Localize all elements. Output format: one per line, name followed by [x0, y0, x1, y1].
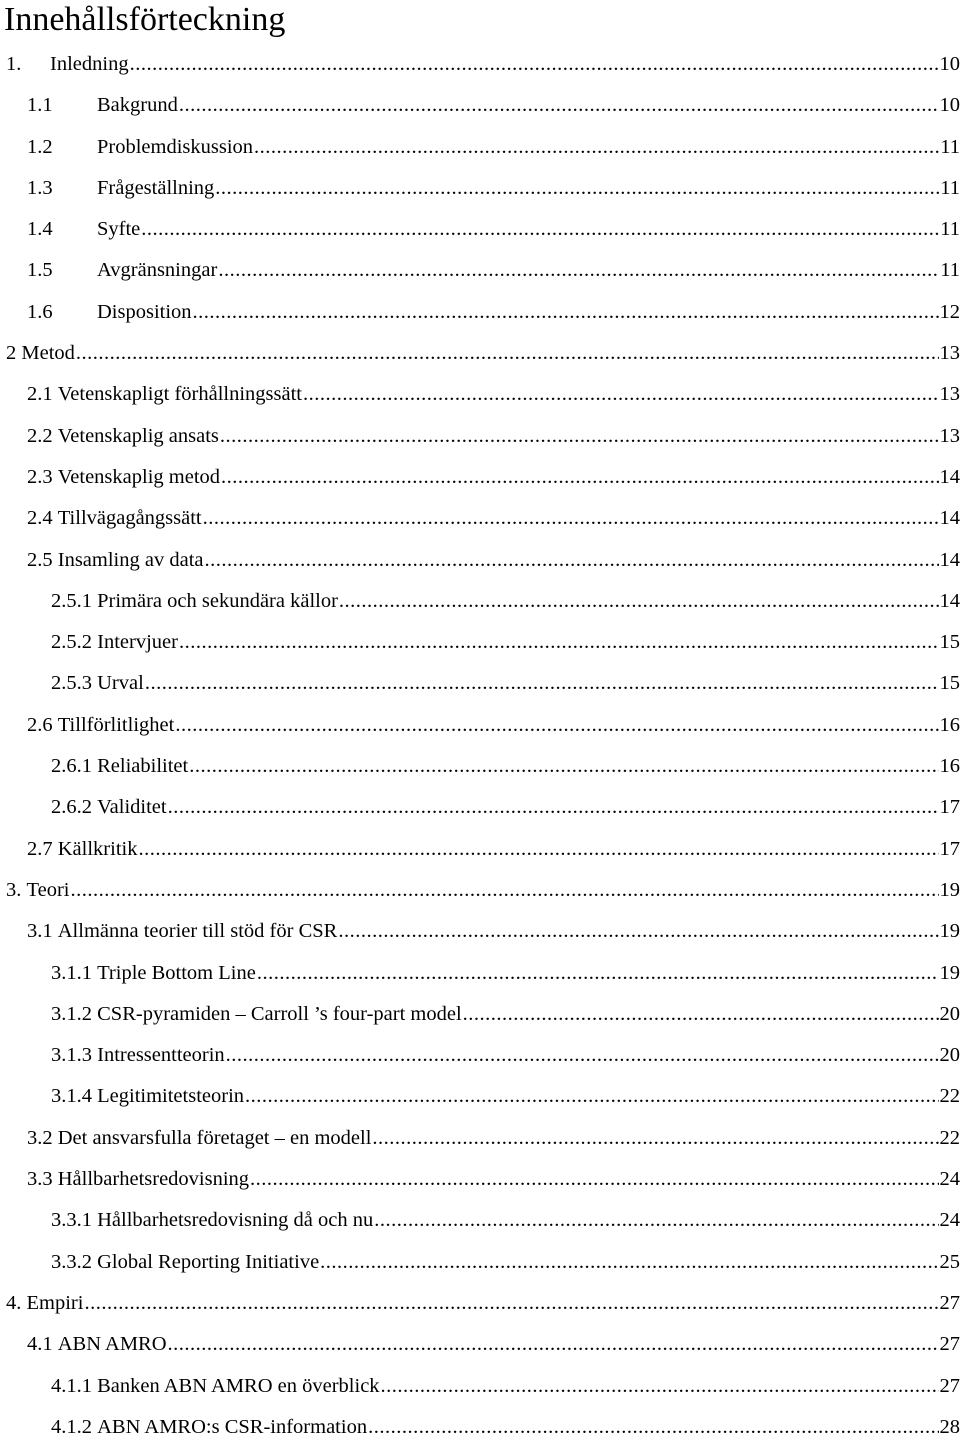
toc-entry[interactable]: [0, 1076, 960, 1117]
toc-entry[interactable]: [0, 1366, 960, 1407]
toc-entry-title: Validitet: [97, 787, 166, 828]
toc-entry-number: 1.: [6, 44, 50, 85]
toc-entry-page: 22: [939, 1118, 960, 1159]
toc-entry-title: Tillförlitlighet: [58, 705, 175, 746]
toc-entry-number: 2.6: [27, 705, 53, 746]
toc-dot-leader: [75, 333, 939, 374]
toc-dot-leader: [129, 44, 939, 85]
toc-entry-page: 14: [939, 457, 960, 498]
toc-entry-page: 10: [939, 85, 960, 126]
toc-dot-leader: [203, 540, 938, 581]
toc-entry-title: Inledning: [50, 44, 129, 85]
toc-entry-title: Insamling av data: [58, 540, 204, 581]
toc-dot-leader: [220, 457, 938, 498]
toc-entry-title: Bakgrund: [97, 85, 178, 126]
toc-entry[interactable]: [0, 498, 960, 539]
toc-entry-title: Intervjuer: [97, 622, 178, 663]
toc-dot-leader: [188, 746, 938, 787]
toc-dot-leader: [202, 498, 939, 539]
toc-entry-page: 15: [939, 663, 960, 704]
toc-entry[interactable]: [0, 168, 960, 209]
toc-entry-page: 13: [939, 374, 960, 415]
toc-entry-page: 14: [939, 581, 960, 622]
toc-entry[interactable]: [0, 1324, 960, 1365]
toc-entry[interactable]: [0, 44, 960, 85]
toc-entry-title: CSR-pyramiden – Carroll ’s four-part model: [97, 994, 462, 1035]
toc-entry-number: 2.5.2: [51, 622, 92, 663]
toc-entry-number: 1.5: [27, 250, 97, 291]
toc-entry[interactable]: [0, 746, 960, 787]
toc-list: [0, 44, 960, 1448]
toc-entry-number: 2.6.2: [51, 787, 92, 828]
toc-entry[interactable]: [0, 581, 960, 622]
toc-entry-page: 13: [939, 416, 960, 457]
toc-entry-title: Hållbarhetsredovisning: [58, 1159, 249, 1200]
toc-entry-page: 16: [939, 705, 960, 746]
toc-entry[interactable]: [0, 1242, 960, 1283]
toc-entry-title: Primära och sekundära källor: [97, 581, 338, 622]
toc-dot-leader: [256, 953, 939, 994]
toc-dot-leader: [338, 581, 939, 622]
toc-entry-number: 1.2: [27, 127, 97, 168]
toc-entry-number: 2.7: [27, 829, 53, 870]
toc-entry[interactable]: [0, 911, 960, 952]
toc-dot-leader: [69, 870, 938, 911]
toc-entry[interactable]: [0, 1283, 960, 1324]
toc-entry[interactable]: [0, 333, 960, 374]
toc-entry-number: 3.1.3: [51, 1035, 92, 1076]
toc-dot-leader: [174, 705, 938, 746]
toc-entry[interactable]: [0, 374, 960, 415]
toc-dot-leader: [83, 1283, 938, 1324]
toc-entry[interactable]: [0, 829, 960, 870]
toc-entry-page: 17: [939, 829, 960, 870]
toc-entry[interactable]: [0, 1407, 960, 1448]
toc-entry-title: Intressentteorin: [97, 1035, 225, 1076]
toc-entry-page: 19: [939, 911, 960, 952]
toc-entry-title: Empiri: [27, 1283, 84, 1324]
toc-entry-page: 19: [939, 870, 960, 911]
toc-entry-title: Källkritik: [58, 829, 138, 870]
toc-entry-title: Global Reporting Initiative: [97, 1242, 319, 1283]
toc-dot-leader: [192, 292, 939, 333]
toc-entry[interactable]: [0, 457, 960, 498]
toc-entry-number: 3.1.4: [51, 1076, 92, 1117]
toc-entry-page: 20: [939, 1035, 960, 1076]
toc-entry-page: 14: [939, 498, 960, 539]
toc-dot-leader: [462, 994, 939, 1035]
toc-entry-page: 19: [939, 953, 960, 994]
toc-entry[interactable]: [0, 416, 960, 457]
toc-dot-leader: [178, 85, 939, 126]
toc-entry[interactable]: [0, 622, 960, 663]
toc-entry-title: Det ansvarsfulla företaget – en modell: [58, 1118, 372, 1159]
toc-dot-leader: [144, 663, 939, 704]
toc-entry-title: Allmänna teorier till stöd för CSR: [58, 911, 338, 952]
toc-entry-page: 24: [939, 1200, 960, 1241]
toc-entry[interactable]: [0, 1159, 960, 1200]
toc-entry-title: Legitimitetsteorin: [97, 1076, 244, 1117]
toc-entry[interactable]: [0, 994, 960, 1035]
toc-entry-number: 2.3: [27, 457, 53, 498]
toc-entry-number: 4.1.2: [51, 1407, 92, 1448]
toc-entry-number: 3.1: [27, 911, 53, 952]
toc-entry[interactable]: [0, 663, 960, 704]
toc-entry-title: Tillvägagångssätt: [58, 498, 202, 539]
toc-entry-title: Hållbarhetsredovisning då och nu: [97, 1200, 373, 1241]
toc-dot-leader: [140, 209, 939, 250]
toc-entry-page: 20: [939, 994, 960, 1035]
toc-entry[interactable]: [0, 209, 960, 250]
toc-entry-number: 4.: [6, 1283, 21, 1324]
toc-entry-title: Vetenskapligt förhållningssätt: [58, 374, 302, 415]
toc-dot-leader: [225, 1035, 939, 1076]
toc-entry-number: 1.1: [27, 85, 97, 126]
toc-title: Innehållsförteckning: [4, 0, 285, 40]
toc-entry-title: ABN AMRO:s CSR-information: [97, 1407, 367, 1448]
toc-entry-page: 25: [939, 1242, 960, 1283]
toc-entry-number: 3.1.1: [51, 953, 92, 994]
toc-entry-page: 11: [939, 209, 960, 250]
toc-entry[interactable]: [0, 292, 960, 333]
toc-entry-number: 2.2: [27, 416, 53, 457]
toc-entry-title: Problemdiskussion: [97, 127, 253, 168]
toc-dot-leader: [219, 416, 939, 457]
toc-entry-title: Urval: [97, 663, 144, 704]
toc-entry-number: 3.1.2: [51, 994, 92, 1035]
toc-entry-title: Avgränsningar: [97, 250, 217, 291]
toc-entry-page: 22: [939, 1076, 960, 1117]
toc-dot-leader: [167, 1324, 939, 1365]
toc-dot-leader: [367, 1407, 938, 1448]
toc-entry-title: ABN AMRO: [58, 1324, 167, 1365]
toc-dot-leader: [319, 1242, 938, 1283]
toc-entry-page: 16: [939, 746, 960, 787]
toc-dot-leader: [373, 1200, 938, 1241]
toc-entry-title: Disposition: [97, 292, 192, 333]
toc-entry-page: 17: [939, 787, 960, 828]
toc-entry[interactable]: [0, 953, 960, 994]
toc-entry-number: 2: [6, 333, 16, 374]
toc-dot-leader: [302, 374, 939, 415]
toc-entry-page: 27: [939, 1283, 960, 1324]
toc-entry-number: 4.1.1: [51, 1366, 92, 1407]
toc-entry-number: 3.: [6, 870, 21, 911]
toc-entry[interactable]: [0, 540, 960, 581]
toc-dot-leader: [178, 622, 939, 663]
toc-entry-title: Frågeställning: [97, 168, 214, 209]
toc-entry[interactable]: [0, 1118, 960, 1159]
toc-entry-page: 27: [939, 1366, 960, 1407]
toc-entry-title: Syfte: [97, 209, 140, 250]
toc-entry-page: 11: [939, 250, 960, 291]
toc-entry-number: 3.2: [27, 1118, 53, 1159]
toc-entry[interactable]: [0, 870, 960, 911]
toc-dot-leader: [253, 127, 939, 168]
toc-dot-leader: [214, 168, 939, 209]
toc-entry-page: 13: [939, 333, 960, 374]
toc-dot-leader: [337, 911, 938, 952]
toc-entry-title: Reliabilitet: [97, 746, 188, 787]
toc-dot-leader: [244, 1076, 938, 1117]
toc-entry-page: 11: [939, 168, 960, 209]
toc-dot-leader: [249, 1159, 938, 1200]
toc-entry-number: 4.1: [27, 1324, 53, 1365]
toc-entry-page: 10: [939, 44, 960, 85]
toc-entry[interactable]: [0, 1035, 960, 1076]
toc-entry-title: Vetenskaplig ansats: [58, 416, 219, 457]
toc-dot-leader: [217, 250, 939, 291]
toc-entry-number: 1.3: [27, 168, 97, 209]
toc-entry-number: 2.6.1: [51, 746, 92, 787]
toc-entry[interactable]: [0, 127, 960, 168]
toc-entry-number: 2.1: [27, 374, 53, 415]
toc-entry-number: 1.4: [27, 209, 97, 250]
toc-entry-title: Teori: [27, 870, 70, 911]
toc-entry[interactable]: [0, 787, 960, 828]
toc-entry-page: 28: [939, 1407, 960, 1448]
toc-dot-leader: [137, 829, 938, 870]
toc-entry-number: 2.4: [27, 498, 53, 539]
toc-entry-page: 12: [939, 292, 960, 333]
toc-entry[interactable]: [0, 250, 960, 291]
toc-entry-page: 27: [939, 1324, 960, 1365]
toc-dot-leader: [167, 787, 939, 828]
toc-entry[interactable]: [0, 705, 960, 746]
toc-entry[interactable]: [0, 85, 960, 126]
toc-entry-page: 15: [939, 622, 960, 663]
toc-entry-number: 3.3.2: [51, 1242, 92, 1283]
toc-dot-leader: [380, 1366, 939, 1407]
toc-entry-title: Vetenskaplig metod: [58, 457, 220, 498]
toc-entry-number: 3.3: [27, 1159, 53, 1200]
toc-entry-number: 2.5: [27, 540, 53, 581]
toc-entry-title: Banken ABN AMRO en överblick: [97, 1366, 379, 1407]
toc-entry-page: 11: [939, 127, 960, 168]
toc-entry-number: 2.5.3: [51, 663, 92, 704]
toc-entry-number: 1.6: [27, 292, 97, 333]
toc-entry-number: 2.5.1: [51, 581, 92, 622]
toc-entry[interactable]: [0, 1200, 960, 1241]
toc-entry-number: 3.3.1: [51, 1200, 92, 1241]
toc-entry-page: 24: [939, 1159, 960, 1200]
toc-entry-title: Triple Bottom Line: [97, 953, 256, 994]
toc-dot-leader: [371, 1118, 938, 1159]
toc-entry-title: Metod: [21, 333, 75, 374]
toc-entry-page: 14: [939, 540, 960, 581]
